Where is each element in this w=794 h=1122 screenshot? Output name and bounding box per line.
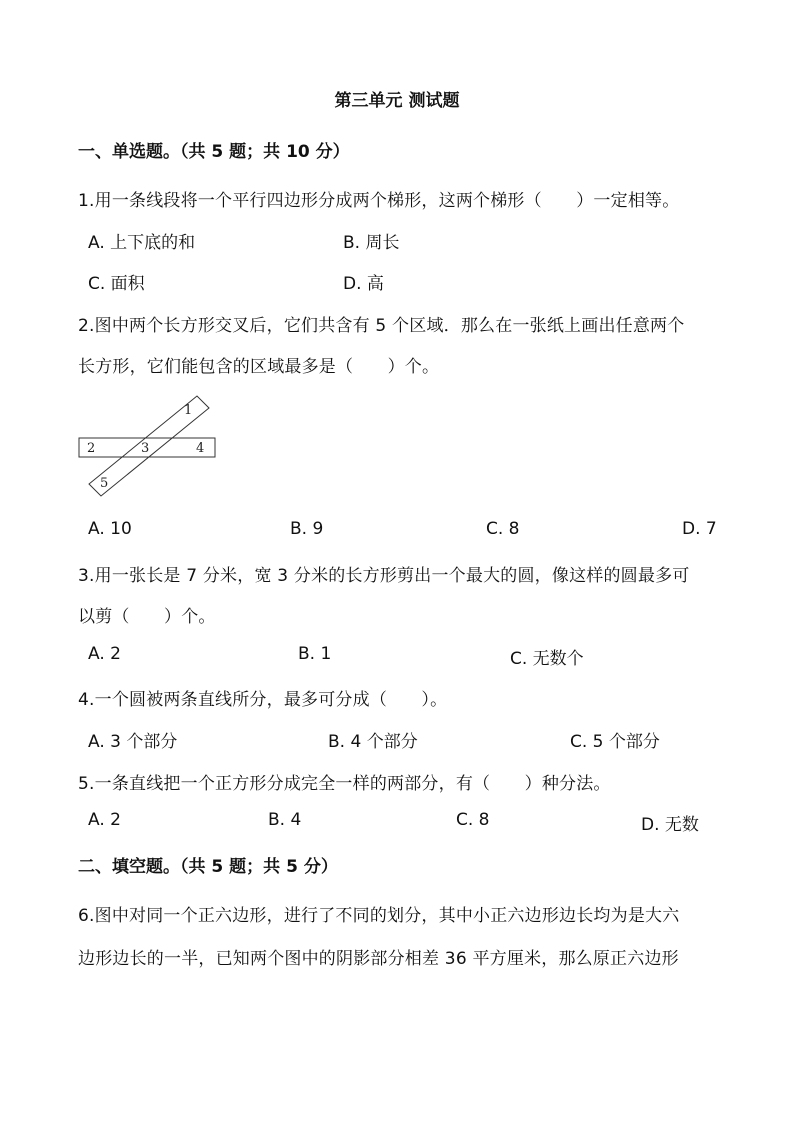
q4-option-c: C. 5 个部分 [570, 732, 660, 752]
question-5-text: 5.一条直线把一个正方形分成完全一样的两部分，有（ ）种分法。 [78, 774, 611, 794]
question-3-text-line-1: 3.用一张长是 7 分米，宽 3 分米的长方形剪出一个最大的圆，像这样的圆最多可 [78, 566, 690, 586]
region-label-1: 1 [184, 403, 193, 418]
q5-option-a: A. 2 [88, 810, 121, 830]
question-4-text: 4.一个圆被两条直线所分，最多可分成（ ）。 [78, 690, 448, 710]
q2-option-a: A. 10 [88, 519, 132, 539]
region-label-2: 2 [87, 441, 96, 456]
q3-option-a: A. 2 [88, 644, 121, 664]
region-label-5: 5 [100, 476, 109, 491]
question-1-text: 1.用一条线段将一个平行四边形分成两个梯形，这两个梯形（ ）一定相等。 [78, 191, 680, 211]
q1-option-c: C. 面积 [88, 274, 145, 294]
q4-option-a: A. 3 个部分 [88, 732, 178, 752]
q5-option-d: D. 无数 [641, 815, 699, 835]
q1-option-b: B. 周长 [343, 233, 400, 253]
question-6-text-line-2: 边形边长的一半，已知两个图中的阴影部分相差 36 平方厘米，那么原正六边形 [78, 949, 679, 969]
q2-option-b: B. 9 [290, 519, 324, 539]
q2-option-d: D. 7 [682, 519, 717, 539]
question-2-text-line-1: 2.图中两个长方形交叉后，它们共含有 5 个区域．那么在一张纸上画出任意两个 [78, 316, 685, 336]
crossed-rectangles-figure [74, 392, 224, 502]
region-label-3: 3 [141, 441, 150, 456]
question-2-text-line-2: 长方形，它们能包含的区域最多是（ ）个。 [78, 357, 440, 377]
q5-option-b: B. 4 [268, 810, 302, 830]
q3-option-c: C. 无数个 [510, 649, 584, 669]
section-heading-fill-in: 二、填空题。（共 5 题；共 5 分） [78, 857, 338, 877]
q5-option-c: C. 8 [456, 810, 490, 830]
region-label-4: 4 [196, 441, 205, 456]
question-6-text-line-1: 6.图中对同一个正六边形，进行了不同的划分，其中小正六边形边长均为是大六 [78, 906, 680, 926]
section-heading-single-choice: 一、单选题。（共 5 题；共 10 分） [78, 142, 350, 162]
q1-option-a: A. 上下底的和 [88, 233, 196, 253]
q2-option-c: C. 8 [486, 519, 520, 539]
question-3-text-line-2: 以剪（ ）个。 [78, 607, 216, 627]
q3-option-b: B. 1 [298, 644, 332, 664]
q4-option-b: B. 4 个部分 [328, 732, 418, 752]
page-title: 第三单元 测试题 [334, 91, 460, 111]
q1-option-d: D. 高 [343, 274, 384, 294]
